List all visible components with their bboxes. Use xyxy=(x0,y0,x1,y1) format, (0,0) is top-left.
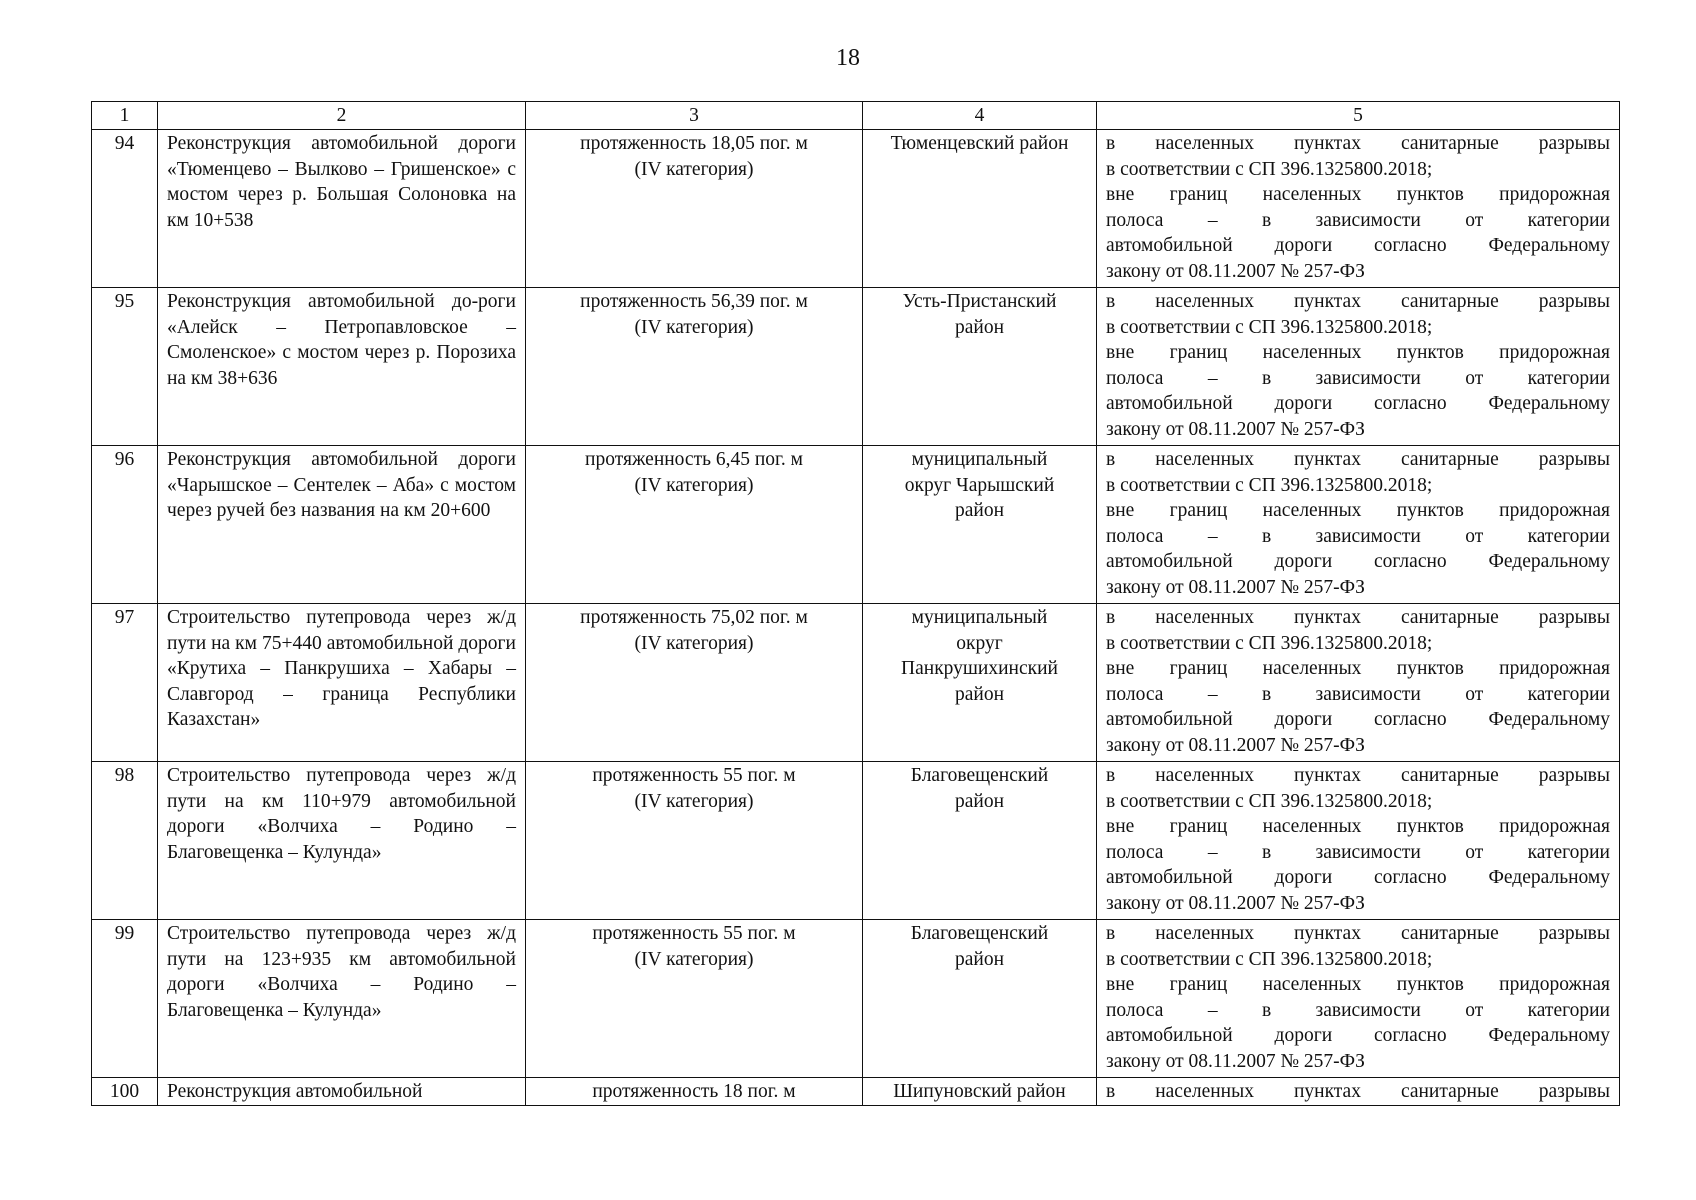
zone-line: закону от 08.11.2007 № 257-ФЗ xyxy=(1106,734,1365,756)
district-line: округ xyxy=(956,632,1003,654)
object-district xyxy=(863,762,1097,920)
protection-zones xyxy=(1097,920,1620,1078)
objects-table xyxy=(91,101,1620,1106)
district-line: район xyxy=(954,948,1005,970)
length-line: протяженность 56,39 пог. м xyxy=(580,291,808,312)
object-length xyxy=(526,446,863,604)
table-row xyxy=(92,920,1620,1078)
district-line: муниципальный xyxy=(911,449,1048,470)
zone-line: автомобильной дороги согласно Федеральному xyxy=(1106,1025,1610,1046)
object-name: Реконструкция автомобильной xyxy=(158,1078,526,1106)
object-district xyxy=(863,288,1097,446)
object-district xyxy=(863,1078,1097,1106)
length-line: протяженность 55 пог. м xyxy=(592,923,796,944)
district-line: район xyxy=(954,316,1005,338)
zone-line: полоса – в зависимости от категории xyxy=(1106,999,1610,1021)
object-length xyxy=(526,920,863,1078)
zone-line: полоса – в зависимости от категории xyxy=(1106,683,1610,705)
length-line: протяженность 55 пог. м xyxy=(592,765,796,786)
object-length xyxy=(526,604,863,762)
column-header: 3 xyxy=(526,102,863,130)
zone-line: в населенных пунктах санитарные разрывы xyxy=(1106,923,1610,944)
zone-line: автомобильной дороги согласно Федеральному xyxy=(1106,393,1610,414)
zone-line: полоса – в зависимости от категории xyxy=(1106,841,1610,863)
protection-zones xyxy=(1097,604,1620,762)
zone-line: в соответствии с СП 396.1325800.2018; xyxy=(1106,632,1433,654)
zone-line: в населенных пунктах санитарные разрывы xyxy=(1106,607,1610,628)
page-number: 18 xyxy=(836,45,860,71)
row-number: 94 xyxy=(92,130,158,288)
zone-line: автомобильной дороги согласно Федеральному xyxy=(1106,235,1610,256)
district-line: Благовещенский xyxy=(910,765,1049,786)
zone-line: в соответствии с СП 396.1325800.2018; xyxy=(1106,158,1433,180)
object-length xyxy=(526,762,863,920)
object-district xyxy=(863,130,1097,288)
zone-line: вне границ населенных пунктов придорожная xyxy=(1106,816,1610,837)
length-line: протяженность 18,05 пог. м xyxy=(580,133,808,154)
length-line: (IV категория) xyxy=(634,632,754,654)
zone-line: в населенных пунктах санитарные разрывы xyxy=(1106,133,1610,154)
object-name: Реконструкция автомобильной до-роги «Алейск – Петропавловское – Смоленское» с мостом через р. Порозиха на км 38+636 xyxy=(158,288,526,446)
row-number: 96 xyxy=(92,446,158,604)
object-name: Строительство путепровода через ж/д пути на км 75+440 автомобильной дороги «Крутиха – Панкрушиха – Хабары – Славгород – граница Республики Казахстан» xyxy=(158,604,526,762)
zone-line: вне границ населенных пунктов придорожная xyxy=(1106,342,1610,363)
protection-zones xyxy=(1097,762,1620,920)
row-number: 99 xyxy=(92,920,158,1078)
zone-line: в населенных пунктах санитарные разрывы xyxy=(1106,449,1610,470)
zone-line: полоса – в зависимости от категории xyxy=(1106,525,1610,547)
length-line: протяженность 75,02 пог. м xyxy=(580,607,808,628)
zone-line: в населенных пунктах санитарные разрывы xyxy=(1106,765,1610,786)
district-line: Благовещенский xyxy=(910,923,1049,944)
zone-line: полоса – в зависимости от категории xyxy=(1106,367,1610,389)
length-line: протяженность 18 пог. м xyxy=(592,1081,796,1102)
zone-line: закону от 08.11.2007 № 257-ФЗ xyxy=(1106,1050,1365,1072)
object-length xyxy=(526,288,863,446)
object-district xyxy=(863,920,1097,1078)
district-line: Тюменцевский район xyxy=(890,133,1069,154)
length-line: (IV категория) xyxy=(634,948,754,970)
zone-line: в соответствии с СП 396.1325800.2018; xyxy=(1106,474,1433,496)
district-line: район xyxy=(954,683,1005,705)
zone-line: автомобильной дороги согласно Федеральному xyxy=(1106,709,1610,730)
length-line: (IV категория) xyxy=(634,474,754,496)
zone-line: вне границ населенных пунктов придорожная xyxy=(1106,974,1610,995)
row-number: 95 xyxy=(92,288,158,446)
table-row xyxy=(92,288,1620,446)
district-line: муниципальный xyxy=(911,607,1048,628)
district-line: округ Чарышский xyxy=(904,474,1055,496)
zone-line: автомобильной дороги согласно Федеральному xyxy=(1106,867,1610,888)
zone-line: автомобильной дороги согласно Федеральному xyxy=(1106,551,1610,572)
length-line: протяженность 6,45 пог. м xyxy=(585,449,803,470)
object-district xyxy=(863,604,1097,762)
zone-line: полоса – в зависимости от категории xyxy=(1106,209,1610,231)
zone-line: вне границ населенных пунктов придорожная xyxy=(1106,658,1610,679)
district-line: Панкрушихинский xyxy=(901,658,1058,679)
district-line: Шипуновский район xyxy=(893,1081,1066,1102)
zone-line: вне границ населенных пунктов придорожная xyxy=(1106,500,1610,521)
zone-line: в соответствии с СП 396.1325800.2018; xyxy=(1106,316,1433,338)
object-length xyxy=(526,130,863,288)
object-length xyxy=(526,1078,863,1106)
zone-line: закону от 08.11.2007 № 257-ФЗ xyxy=(1106,892,1365,914)
table-header-row xyxy=(92,102,1620,130)
object-district xyxy=(863,446,1097,604)
length-line: (IV категория) xyxy=(634,790,754,812)
protection-zones xyxy=(1097,446,1620,604)
zone-line: закону от 08.11.2007 № 257-ФЗ xyxy=(1106,576,1365,598)
zone-line: закону от 08.11.2007 № 257-ФЗ xyxy=(1106,418,1365,440)
row-number: 98 xyxy=(92,762,158,920)
row-number: 97 xyxy=(92,604,158,762)
column-header: 5 xyxy=(1097,102,1620,130)
district-line: район xyxy=(954,790,1005,812)
zone-line: в соответствии с СП 396.1325800.2018; xyxy=(1106,790,1433,812)
protection-zones xyxy=(1097,1078,1620,1106)
zone-line: вне границ населенных пунктов придорожная xyxy=(1106,184,1610,205)
protection-zones xyxy=(1097,288,1620,446)
column-header: 2 xyxy=(158,102,526,130)
column-header: 4 xyxy=(863,102,1097,130)
district-line: район xyxy=(954,500,1005,521)
object-name: Реконструкция автомобильной дороги «Тюменцево – Вылково – Гришенское» с мостом через р. Большая Солоновка на км 10+538 xyxy=(158,130,526,288)
zone-line: в населенных пунктах санитарные разрывы xyxy=(1106,1081,1610,1102)
zone-line: закону от 08.11.2007 № 257-ФЗ xyxy=(1106,260,1365,282)
row-number: 100 xyxy=(92,1078,158,1106)
zone-line: в соответствии с СП 396.1325800.2018; xyxy=(1106,948,1433,970)
table-row xyxy=(92,446,1620,604)
table-row xyxy=(92,1078,1620,1106)
length-line: (IV категория) xyxy=(634,158,754,180)
length-line: (IV категория) xyxy=(634,316,754,338)
district-line: Усть-Пристанский xyxy=(902,291,1057,312)
object-name: Реконструкция автомобильной дороги «Чарышское – Сентелек – Аба» с мостом через ручей без названия на км 20+600 xyxy=(158,446,526,604)
object-name: Строительство путепровода через ж/д пути на 123+935 км автомобильной дороги «Волчиха – Родино – Благовещенка – Кулунда» xyxy=(158,920,526,1078)
object-name: Строительство путепровода через ж/д пути на км 110+979 автомобильной дороги «Волчиха – Родино – Благовещенка – Кулунда» xyxy=(158,762,526,920)
zone-line: в населенных пунктах санитарные разрывы xyxy=(1106,291,1610,312)
table-row xyxy=(92,604,1620,762)
column-header: 1 xyxy=(92,102,158,130)
protection-zones xyxy=(1097,130,1620,288)
table-row xyxy=(92,130,1620,288)
table-row xyxy=(92,762,1620,920)
table-body xyxy=(92,130,1620,1106)
